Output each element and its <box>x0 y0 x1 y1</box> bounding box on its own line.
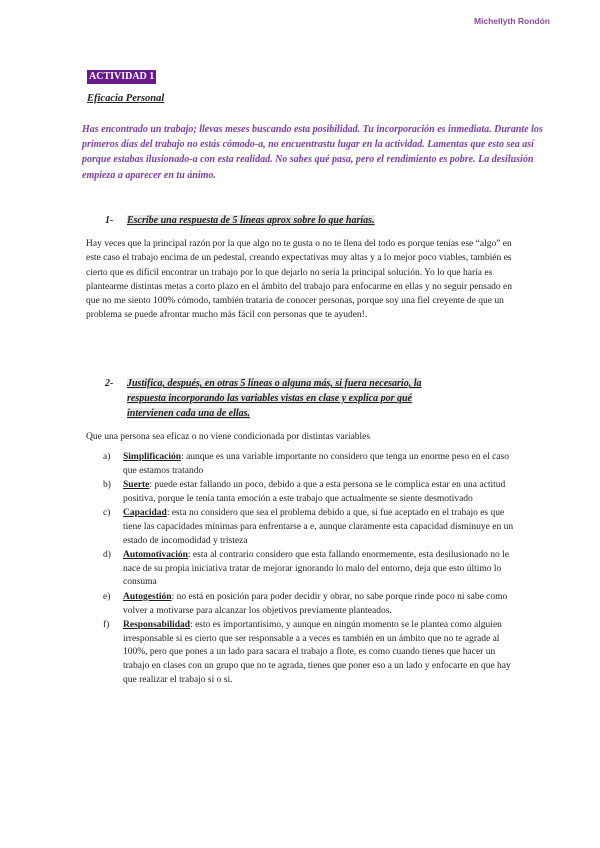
list-item: b) Suerte: puede estar fallando un poco, debido a que a esta persona se le complica estar en una actitud positiva, porque le tenía tanta emoción a este trabajo que actualmente se siente desmotivado <box>103 480 506 504</box>
question-2-line-1: 2- Justifica, después, en otras 5 líneas o alguna más, si fuera necesario, la <box>105 377 485 392</box>
list-item: c) Capacidad: esta no considero que sea el problema debido a que, si fue aceptado en el trabajo es que tiene las capacidades mínimas para enfrentarse a e, aunque claramente esta capacidad disminuye en un estado de incomodidad y tristeza <box>103 508 514 546</box>
question-2-line-3: intervienen cada una de ellas. <box>127 407 251 419</box>
question-2 <box>105 377 485 421</box>
list-item: a) Simplificación: aunque es una variable importante no considero que tenga un enorme peso en el caso que estamos tratando <box>103 452 509 476</box>
list-item: d) Automotivación: esta al contrario considero que esta fallando enormemente, esta desilusionado no le nace de su propia iniciativa tratar de mejorar ignorando lo malo del entorno, deja que esto último lo consuma <box>103 550 509 588</box>
variable-term: Autogestión <box>123 591 172 602</box>
list-item: e) Autogestión: no está en posición para poder decidir y obrar, no sabe porque rinde poco ni sabe como volver a motivarse para alcanzar los objetivos previamente planteados. <box>103 591 508 616</box>
list-item: f) Responsabilidad: esto es importantísimo, y aunque en ningún momento se le plantea como alguien irresponsable si es cierto que ser responsable a a veces es también en un ámbito que no te agrade al 100%, pero que pones a un lado para sacara el trabajo a flote, es como cuando tienes que hacer un trabajo en clases con un grupo que no te agrada, tienes que poner eso a un lado y enfocarte en que hay que realizar el trabajo si o si. <box>103 620 511 685</box>
variable-term: Simplificación <box>123 452 182 462</box>
variable-term: Responsabilidad <box>123 620 191 631</box>
question-1 <box>105 214 375 229</box>
question-1-text: Escribe una respuesta de 5 líneas aprox sobre lo que harías. <box>127 215 375 226</box>
author-name: Michellyth Rondón <box>473 16 550 26</box>
question-2-number: 2- <box>105 378 114 389</box>
question-1-number: 1- <box>105 215 114 226</box>
variable-term: Capacidad <box>123 508 167 519</box>
scenario-intro: Has encontrado un trabajo; llevas meses buscando esta posibilidad. Tu incorporación es inmediata. Durante los primeros días del trabajo no estás cómodo-a, no encuentrastu lugar en la actividad. Lamentas que esto sea así porque estabas ilusionado-a con esta realidad. No sabes qué pasa, pero el rendimiento es pobre. La desilusión empieza a aparecer en tu ánimo. <box>82 124 543 181</box>
variable-term: Automotivación <box>123 550 188 561</box>
variables-list <box>103 451 523 688</box>
variable-term: Suerte <box>123 480 150 491</box>
question-2-line-2: respuesta incorporando las variables vistas en clase y explica por qué <box>127 392 412 404</box>
answer-1: Hay veces que la principal razón por la que algo no te gusta o no te llena del todo es porque tenías ese “algo” en este caso el trabajo encima de un pedestal, creando expectativas muy altas y a lo mejor poco viables, también es cierto que es difícil encontrar un trabajo por lo que dejarlo no sería la principal solución. Yo lo que haría es plantearme distintas metas a corto plazo en el ámbito del trabajo para enfocarme en ellas y no seguir pensado en que no me siento 100% cómodo, también trataría de conocer personas, porque soy una fiel creyente de que un problema se puede afrontar mucho más fácil con personas que te ayuden!. <box>86 239 513 321</box>
answer-2-intro: Que una persona sea eficaz o no viene condicionada por distintas variables <box>86 432 371 442</box>
activity-label: ACTIVIDAD 1 <box>89 71 155 82</box>
activity-subtitle: Eficacia Personal <box>87 93 165 104</box>
